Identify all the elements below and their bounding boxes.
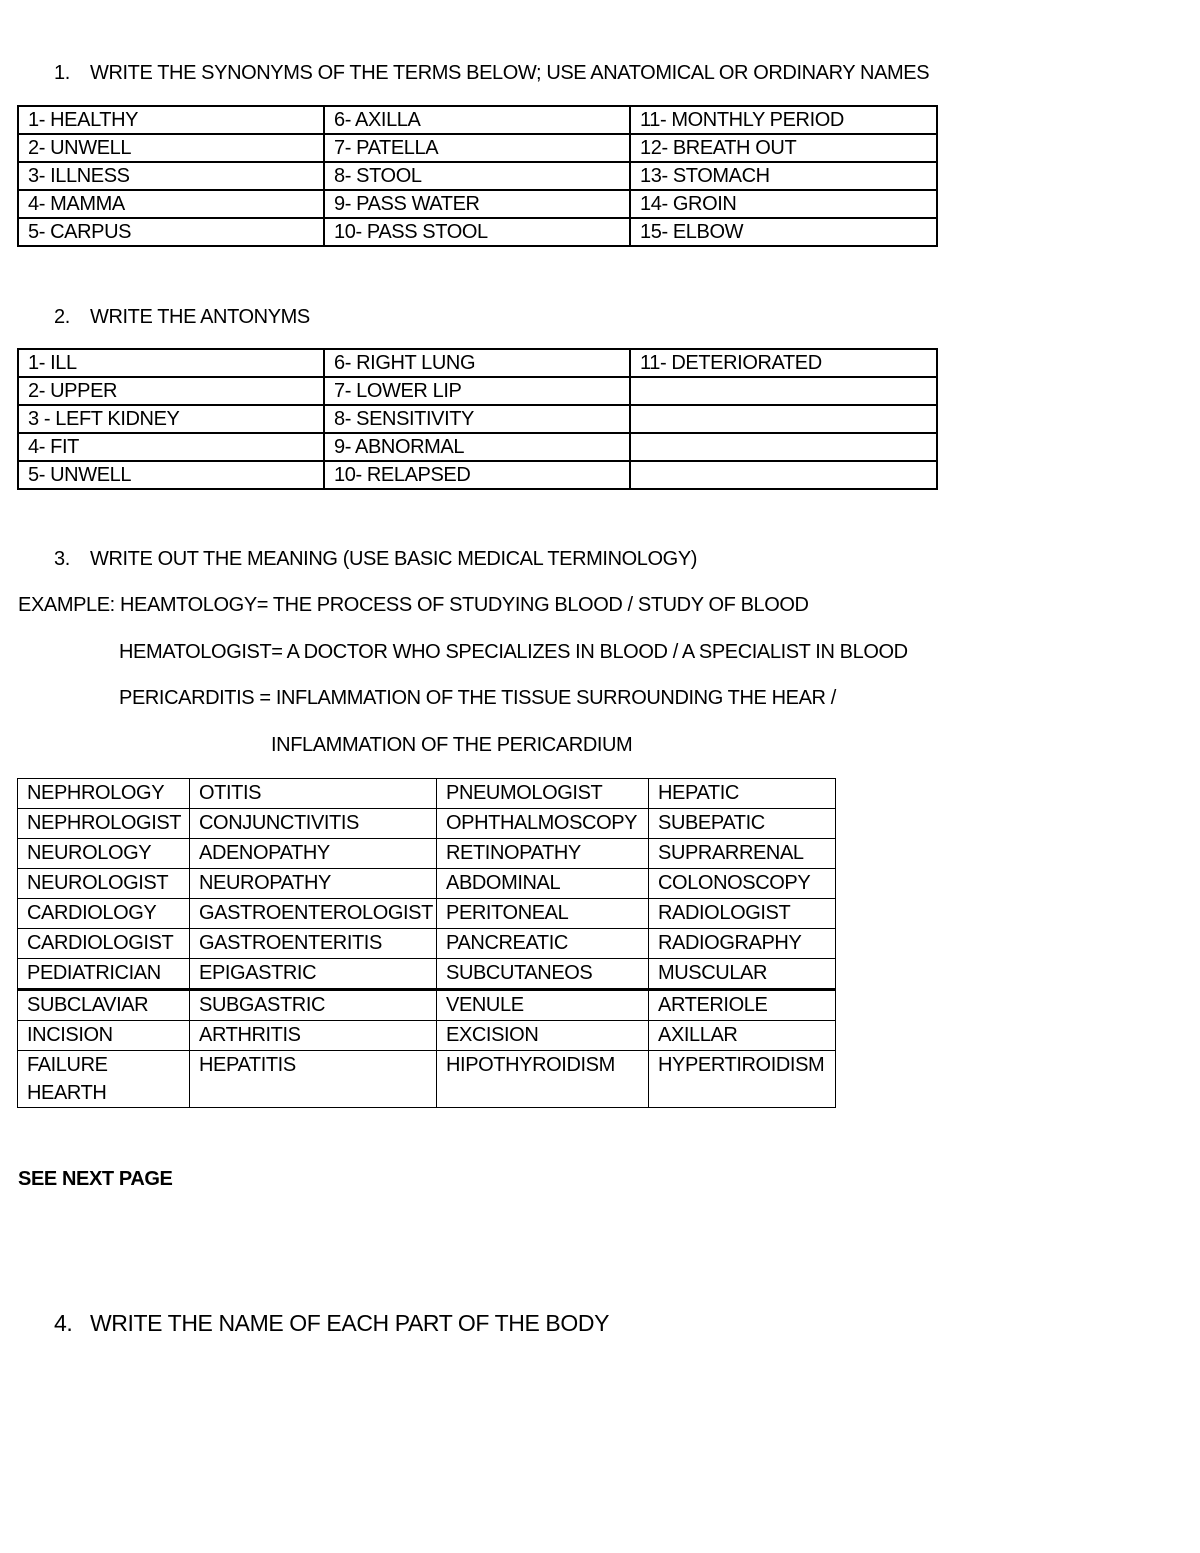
table-cell: 13- STOMACH — [630, 162, 937, 190]
table-cell: 5- CARPUS — [18, 218, 324, 246]
section1-number: 1. — [54, 62, 70, 84]
antonyms-table — [17, 348, 938, 490]
table-cell: ADENOPATHY — [190, 839, 437, 869]
table-cell: COLONOSCOPY — [649, 869, 836, 899]
table-cell: NEPHROLOGIST — [18, 809, 190, 839]
table-cell: 12- BREATH OUT — [630, 134, 937, 162]
table-cell: 8- SENSITIVITY — [324, 405, 630, 433]
example-line-4: INFLAMMATION OF THE PERICARDIUM — [271, 734, 633, 756]
section1-heading — [54, 62, 929, 85]
table-cell: PANCREATIC — [437, 929, 649, 959]
meanings-row — [18, 809, 836, 839]
table-cell: 6- AXILLA — [324, 106, 630, 134]
table-cell: CARDIOLOGIST — [18, 929, 190, 959]
table-cell: SUBCLAVIAR — [18, 990, 190, 1021]
table-cell: 7- PATELLA — [324, 134, 630, 162]
table-cell — [630, 405, 937, 433]
table-cell: HYPERTIROIDISM — [649, 1051, 836, 1108]
table-cell: 5- UNWELL — [18, 461, 324, 489]
example-line-3: PERICARDITIS = INFLAMMATION OF THE TISSUE SURROUNDING THE HEAR / — [119, 687, 836, 709]
table-cell — [630, 461, 937, 489]
table-cell: 3 - LEFT KIDNEY — [18, 405, 324, 433]
antonyms-row — [18, 433, 937, 461]
table-cell: ABDOMINAL — [437, 869, 649, 899]
meanings-table — [17, 778, 836, 1108]
section2-title: WRITE THE ANTONYMS — [90, 306, 310, 328]
section1-title: WRITE THE SYNONYMS OF THE TERMS BELOW; USE ANATOMICAL OR ORDINARY NAMES — [90, 62, 930, 84]
meanings-row — [18, 839, 836, 869]
section4-title: WRITE THE NAME OF EACH PART OF THE BODY — [90, 1310, 610, 1336]
section4-number: 4. — [54, 1310, 73, 1336]
table-cell: 10- RELAPSED — [324, 461, 630, 489]
meanings-row — [18, 959, 836, 990]
table-cell: 4- FIT — [18, 433, 324, 461]
meanings-row — [18, 929, 836, 959]
table-cell: 14- GROIN — [630, 190, 937, 218]
table-cell: ARTHRITIS — [190, 1021, 437, 1051]
section3-heading — [54, 548, 697, 571]
table-cell: HEPATITIS — [190, 1051, 437, 1108]
meanings-row — [18, 990, 836, 1021]
table-cell: GASTROENTEROLOGIST — [190, 899, 437, 929]
section3-title: WRITE OUT THE MEANING (USE BASIC MEDICAL TERMINOLOGY) — [90, 548, 698, 570]
table-cell: EXCISION — [437, 1021, 649, 1051]
table-cell: EPIGASTRIC — [190, 959, 437, 990]
section2-number: 2. — [54, 306, 70, 328]
table-cell: INCISION — [18, 1021, 190, 1051]
table-cell: 7- LOWER LIP — [324, 377, 630, 405]
table-cell: 8- STOOL — [324, 162, 630, 190]
table-cell: NEUROLOGIST — [18, 869, 190, 899]
table-cell: 1- HEALTHY — [18, 106, 324, 134]
table-cell: HEPATIC — [649, 779, 836, 809]
antonyms-row — [18, 377, 937, 405]
synonyms-row — [18, 190, 937, 218]
example-line-1: EXAMPLE: HEAMTOLOGY= THE PROCESS OF STUDYING BLOOD / STUDY OF BLOOD — [18, 594, 809, 616]
antonyms-row — [18, 405, 937, 433]
table-cell: NEUROPATHY — [190, 869, 437, 899]
table-cell: CARDIOLOGY — [18, 899, 190, 929]
table-cell: SUPRARRENAL — [649, 839, 836, 869]
table-cell: VENULE — [437, 990, 649, 1021]
table-cell: FAILURE HEARTH — [18, 1051, 190, 1108]
table-cell: SUBCUTANEOS — [437, 959, 649, 990]
table-cell: 4- MAMMA — [18, 190, 324, 218]
meanings-row — [18, 1021, 836, 1051]
table-cell: RETINOPATHY — [437, 839, 649, 869]
table-cell: PNEUMOLOGIST — [437, 779, 649, 809]
table-cell: RADIOGRAPHY — [649, 929, 836, 959]
table-cell: 11- DETERIORATED — [630, 349, 937, 377]
synonyms-table — [17, 105, 938, 247]
table-cell: SUBEPATIC — [649, 809, 836, 839]
table-cell: NEUROLOGY — [18, 839, 190, 869]
table-cell: 2- UPPER — [18, 377, 324, 405]
table-cell: 2- UNWELL — [18, 134, 324, 162]
antonyms-row — [18, 461, 937, 489]
antonyms-row — [18, 349, 937, 377]
table-cell: AXILLAR — [649, 1021, 836, 1051]
table-cell: 3- ILLNESS — [18, 162, 324, 190]
meanings-row — [18, 779, 836, 809]
table-cell: OPHTHALMOSCOPY — [437, 809, 649, 839]
table-cell: HIPOTHYROIDISM — [437, 1051, 649, 1108]
section4-heading — [54, 1310, 609, 1337]
table-cell: 1- ILL — [18, 349, 324, 377]
synonyms-row — [18, 218, 937, 246]
section3-number: 3. — [54, 548, 70, 570]
table-cell: 10- PASS STOOL — [324, 218, 630, 246]
section2-heading — [54, 306, 310, 329]
table-cell: 11- MONTHLY PERIOD — [630, 106, 937, 134]
table-cell: PERITONEAL — [437, 899, 649, 929]
table-cell: 9- ABNORMAL — [324, 433, 630, 461]
table-cell: SUBGASTRIC — [190, 990, 437, 1021]
example-line-2: HEMATOLOGIST= A DOCTOR WHO SPECIALIZES IN BLOOD / A SPECIALIST IN BLOOD — [119, 641, 908, 663]
meanings-row — [18, 869, 836, 899]
meanings-row — [18, 899, 836, 929]
table-cell: CONJUNCTIVITIS — [190, 809, 437, 839]
table-cell: OTITIS — [190, 779, 437, 809]
table-cell: 15- ELBOW — [630, 218, 937, 246]
table-cell: GASTROENTERITIS — [190, 929, 437, 959]
synonyms-row — [18, 134, 937, 162]
table-cell — [630, 433, 937, 461]
meanings-row — [18, 1051, 836, 1108]
table-cell: ARTERIOLE — [649, 990, 836, 1021]
table-cell: 9- PASS WATER — [324, 190, 630, 218]
table-cell: RADIOLOGIST — [649, 899, 836, 929]
table-cell: MUSCULAR — [649, 959, 836, 990]
synonyms-row — [18, 106, 937, 134]
synonyms-row — [18, 162, 937, 190]
see-next-page: SEE NEXT PAGE — [18, 1168, 173, 1190]
table-cell — [630, 377, 937, 405]
table-cell: PEDIATRICIAN — [18, 959, 190, 990]
table-cell: NEPHROLOGY — [18, 779, 190, 809]
table-cell: 6- RIGHT LUNG — [324, 349, 630, 377]
